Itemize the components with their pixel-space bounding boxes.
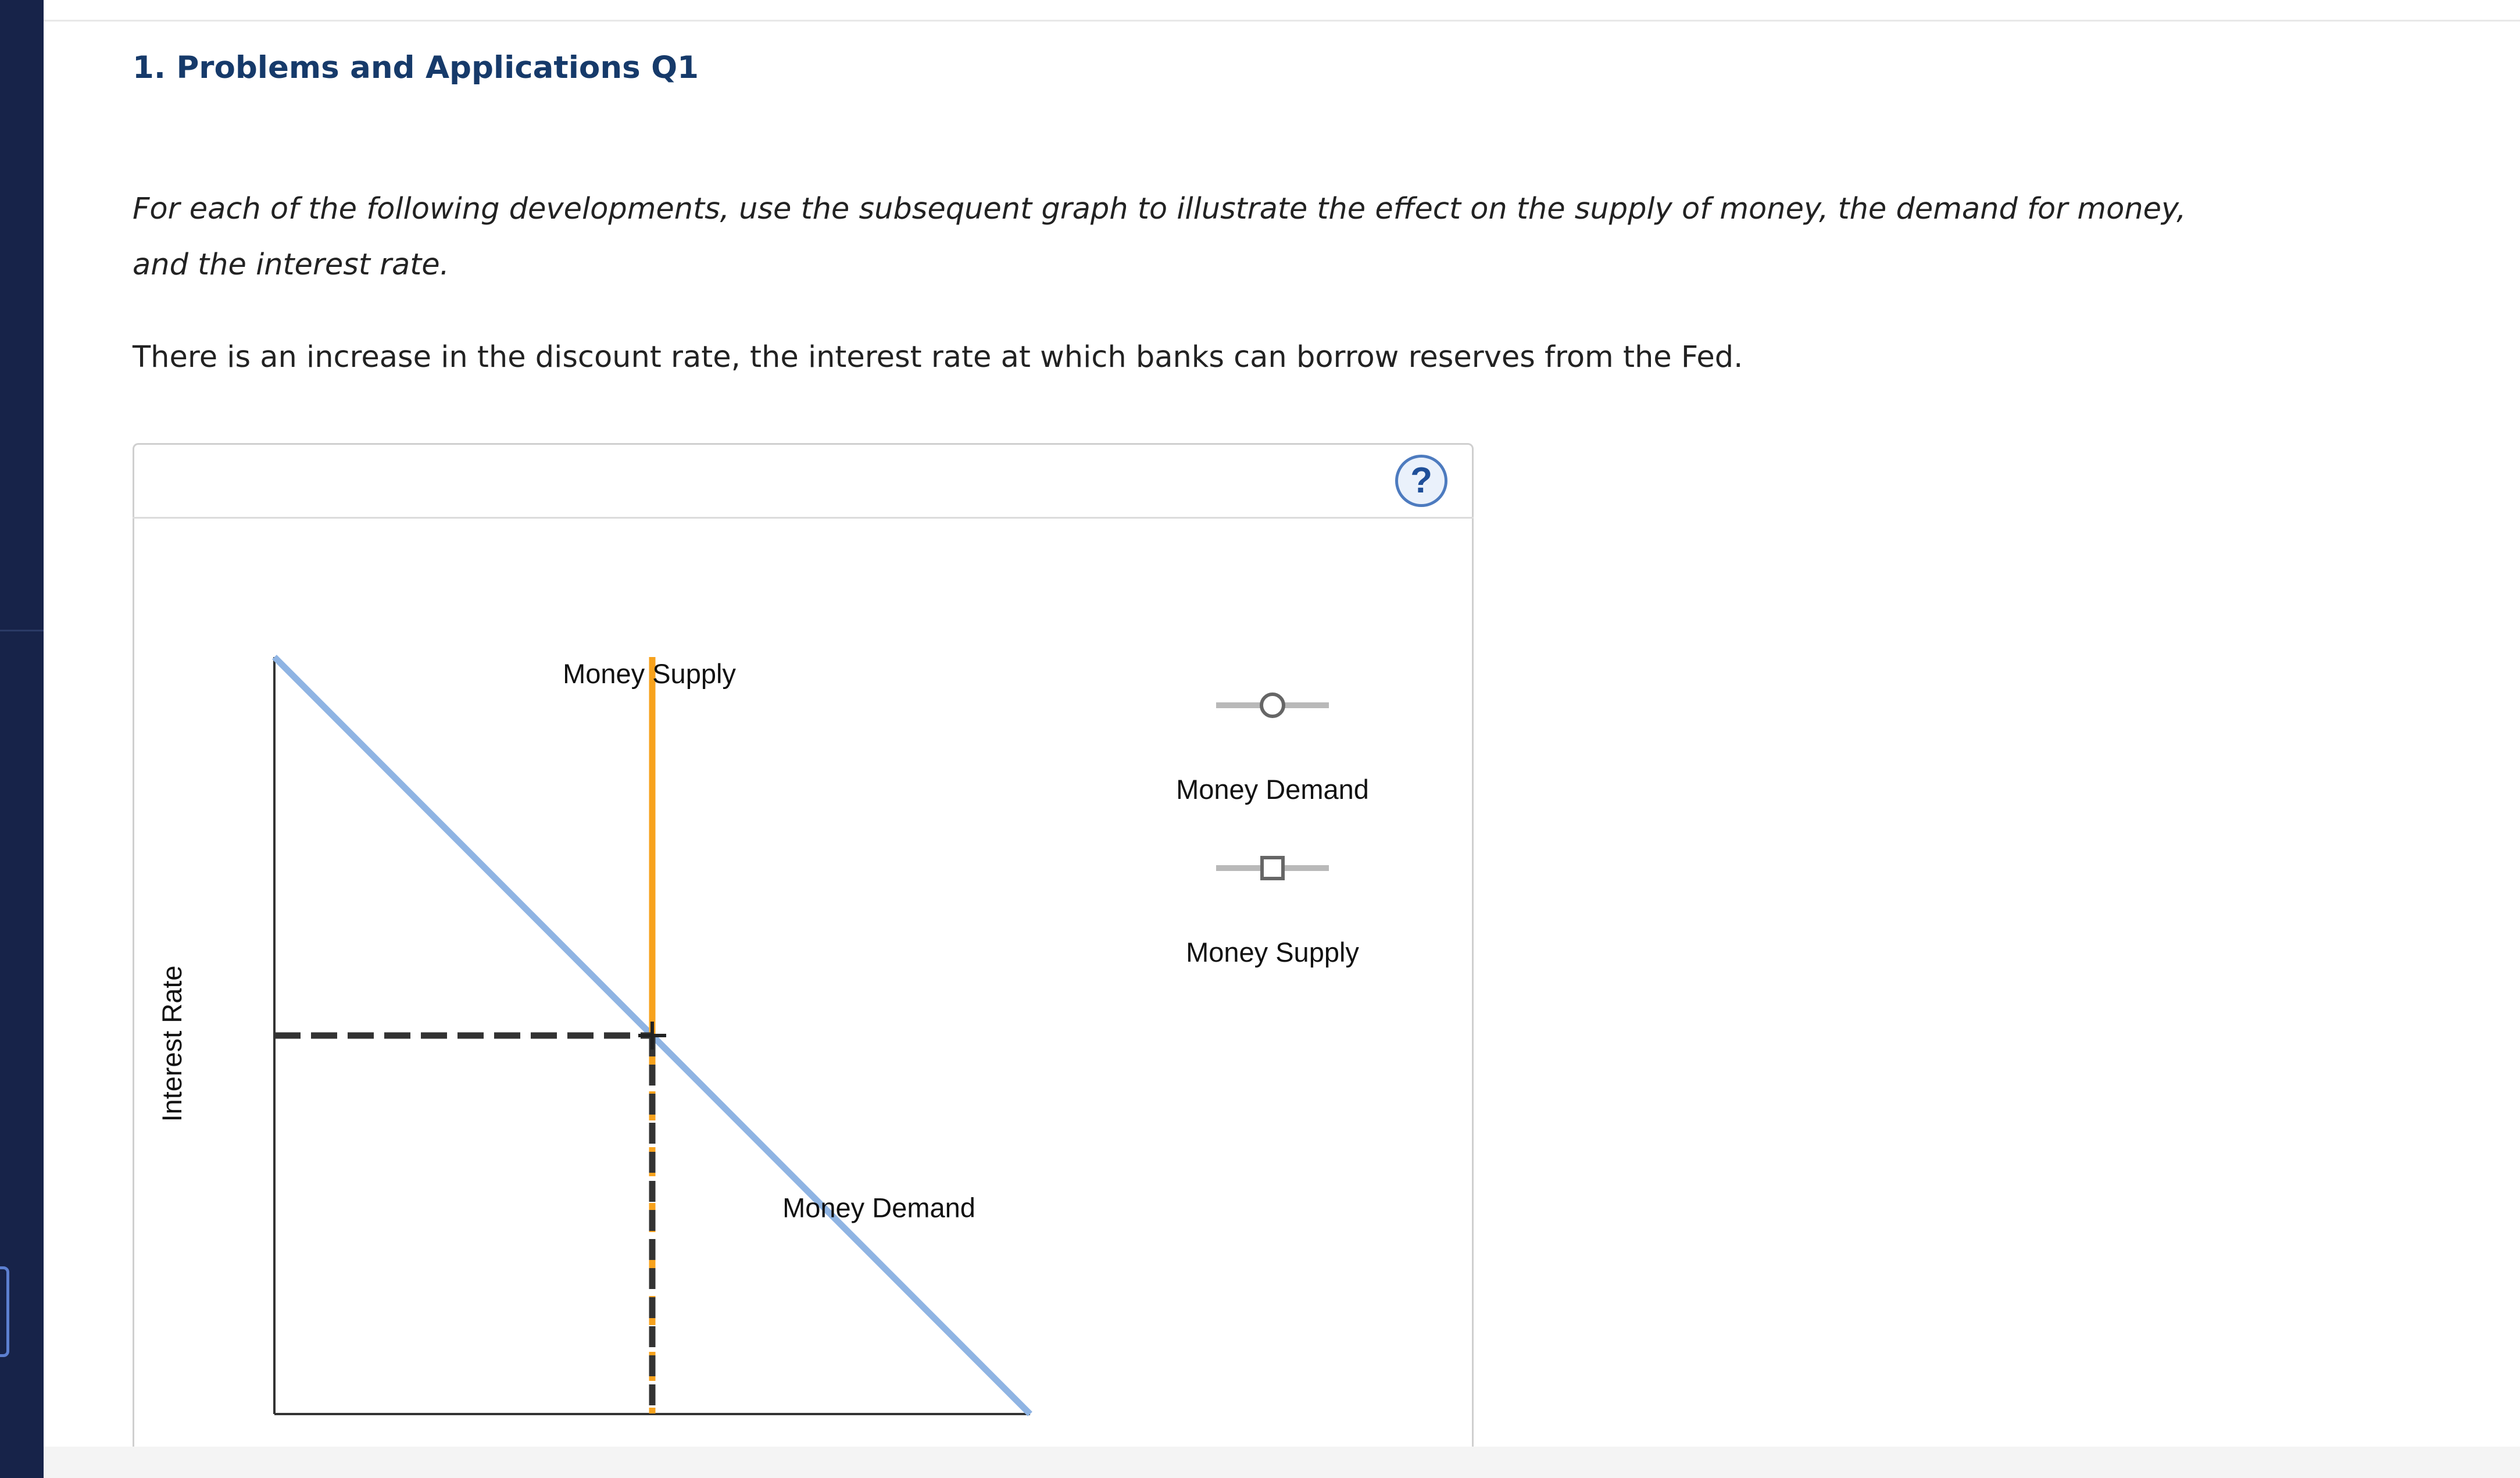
money-supply-tool-label: Money Supply (1186, 937, 1359, 968)
money-demand-tool-label: Money Demand (1176, 774, 1369, 805)
bottom-band (44, 1447, 2520, 1478)
question-scenario: There is an increase in the discount rate, the interest rate at which banks can borrow reserves from the Fed. (133, 340, 1743, 374)
question-title: 1. Problems and Applications Q1 (133, 50, 699, 85)
money-supply-label: Money Supply (563, 658, 736, 689)
help-icon: ? (1410, 460, 1432, 501)
money-demand-label: Money Demand (782, 1192, 975, 1223)
money-supply-tool[interactable] (1216, 858, 1329, 879)
y-axis-title: Interest Rate (156, 965, 187, 1122)
money-demand-tool[interactable] (1216, 694, 1329, 716)
circle-handle-icon (1261, 694, 1284, 716)
question-instructions: For each of the following developments, use the subsequent graph to illustrate the effect on the supply of money, the demand for money, and the interest rate. (133, 192, 2186, 282)
square-handle-icon (1262, 858, 1283, 879)
